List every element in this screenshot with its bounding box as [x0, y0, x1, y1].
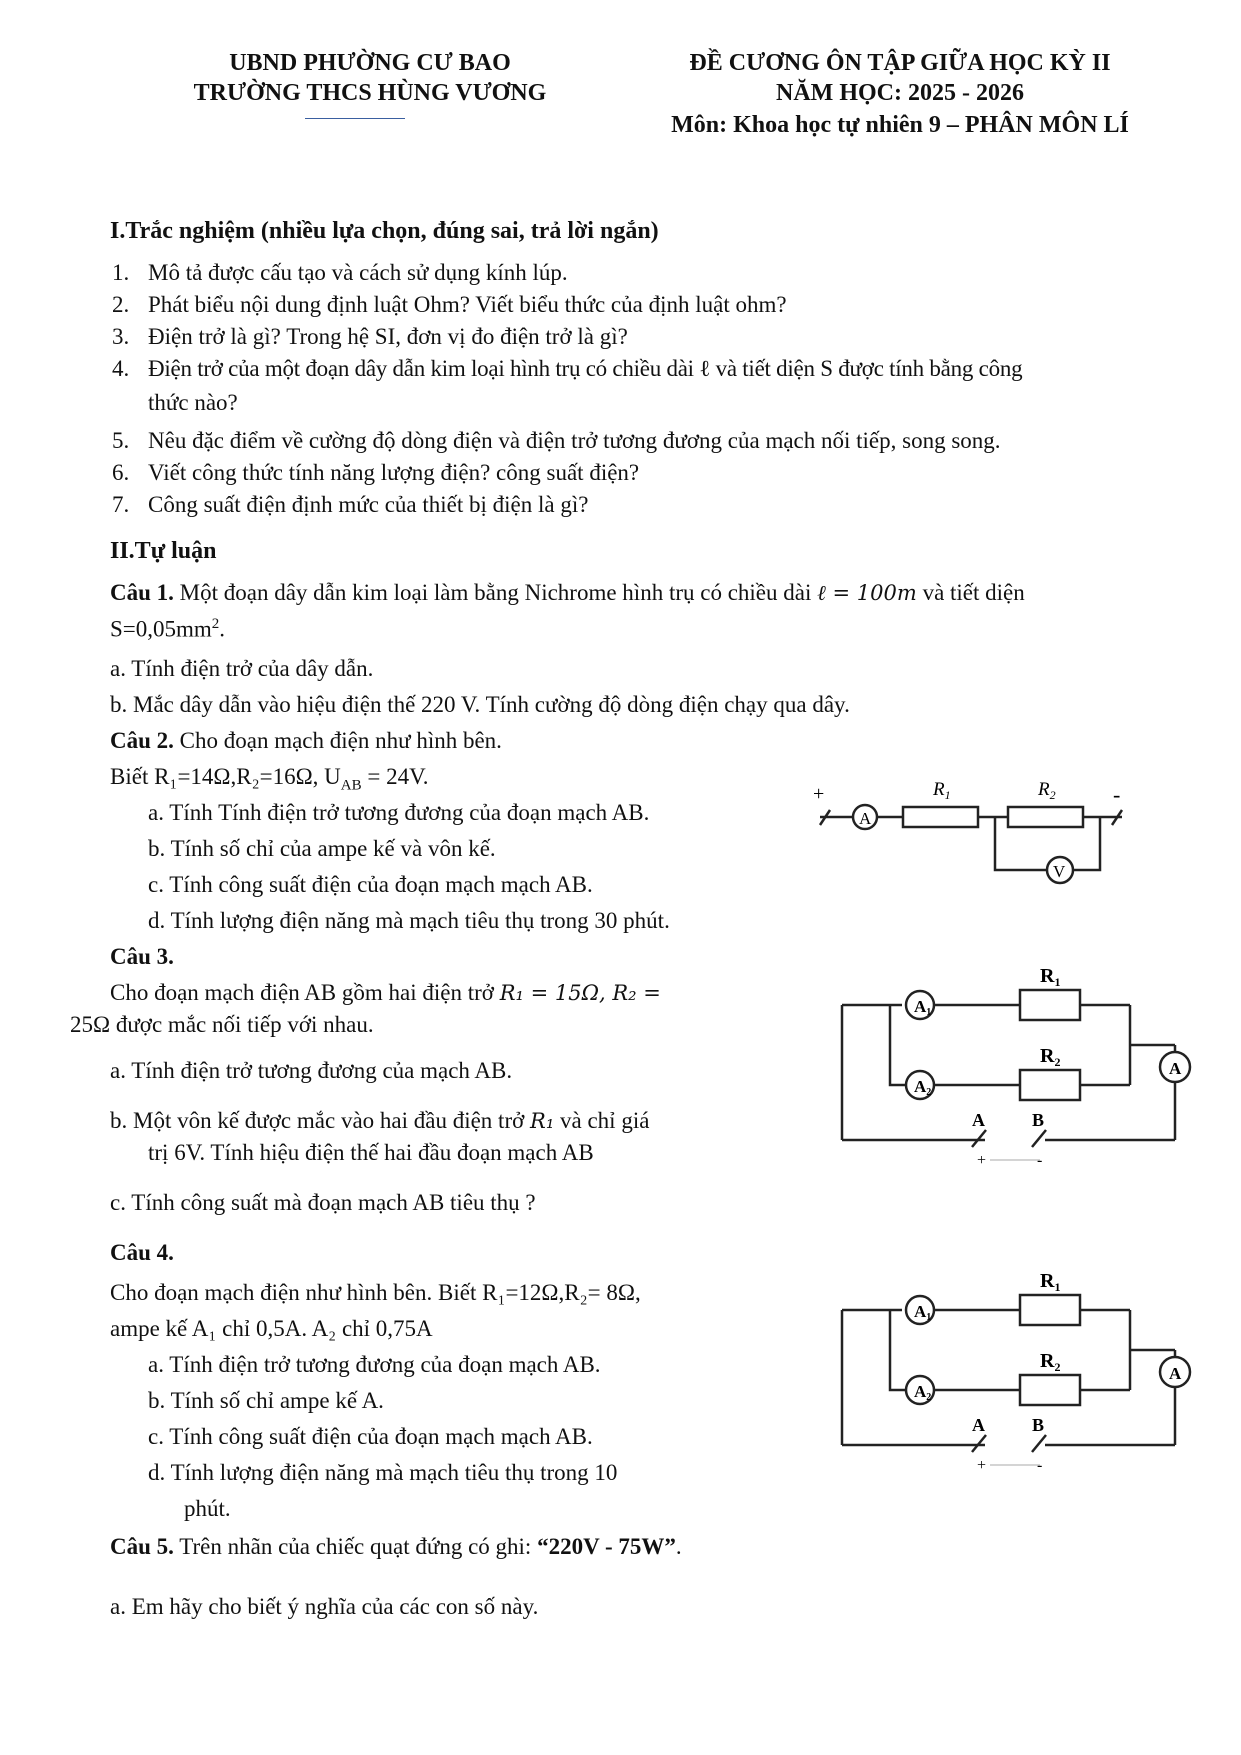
q3-label: Câu 3.: [110, 944, 174, 969]
part1-item-text: Điện trở là gì? Trong hệ SI, đơn vị đo điện trở là gì?: [148, 324, 628, 349]
q2-r2-label: $R_2$: [1038, 779, 1056, 802]
q3-a2-label: A2: [914, 1077, 932, 1098]
q1-part-b: b. Mắc dây dẫn vào hiệu điện thế 220 V. Tính cường độ dòng điện chạy qua dây.: [110, 692, 850, 717]
q4-part-a: a. Tính điện trở tương đương của đoạn mạch AB.: [148, 1352, 601, 1377]
q4-given-line2: ampe kế A₁ chỉ 0,5A. A₂ chỉ 0,75A: [110, 1316, 433, 1341]
q3-a1-label: A1: [914, 997, 932, 1018]
q2-plus-sign: +: [813, 783, 825, 805]
q3-part-b-formula: R₁: [530, 1109, 555, 1133]
subject-line: Môn: Khoa học tự nhiên 9 – PHÂN MÔN LÍ: [671, 112, 1129, 138]
q2-minus-sign: -: [1113, 782, 1121, 807]
q4-minus-sign: -: [1037, 1457, 1043, 1474]
q2-given-sub: AB: [340, 777, 362, 794]
q3-part-b-line1: [110, 1108, 649, 1134]
q3-node-b: B: [1032, 1110, 1045, 1130]
part1-item-text: Công suất điện định mức của thiết bị điện là gì?: [148, 492, 589, 517]
q2-given: [110, 764, 429, 795]
doc-title: ĐỀ CƯƠNG ÔN TẬP GIỮA HỌC KỲ II: [689, 50, 1111, 76]
q2-r1-label: $R_1$: [933, 779, 951, 802]
q2-intro-line: [110, 728, 502, 754]
q3-intro-line: [110, 980, 661, 1006]
q1-area-end: .: [219, 616, 226, 642]
q1-part-a: a. Tính điện trở của dây dẫn.: [110, 656, 374, 681]
q4-given-line1: Cho đoạn mạch điện như hình bên. Biết R₁=12Ω,R₂= 8Ω,: [110, 1280, 641, 1305]
q2-given-text: Biết R₁=14Ω,R₂=16Ω, U: [110, 764, 341, 789]
q3-node-a: A: [972, 1110, 985, 1130]
school-authority: UBND PHƯỜNG CƯ BAO: [229, 50, 511, 76]
q4-a1-label: A1: [914, 1302, 932, 1323]
q5-part-a: a. Em hãy cho biết ý nghĩa của các con số này.: [110, 1594, 539, 1619]
q5-quote: “220V - 75W”: [537, 1534, 676, 1559]
q5-label: Câu 5.: [110, 1534, 174, 1559]
part1-item-num: 4.: [112, 356, 130, 381]
q5-text: Trên nhãn của chiếc quạt đứng có ghi:: [179, 1534, 538, 1559]
q3-part-b-line2: trị 6V. Tính hiệu điện thế hai đầu đoạn mạch AB: [148, 1140, 594, 1165]
q4-part-c: c. Tính công suất điện của đoạn mạch mạch AB.: [148, 1424, 593, 1449]
q2-given-end: = 24V.: [361, 764, 429, 789]
q3-part-a: a. Tính điện trở tương đương của mạch AB.: [110, 1058, 513, 1083]
q3-line2: 25Ω được mắc nối tiếp với nhau.: [70, 1012, 374, 1037]
part1-item-num: 6.: [112, 460, 130, 485]
q3-r1-label: $R_1$: [1040, 965, 1061, 989]
part1-item-num: 5.: [112, 428, 130, 453]
q1-area-value: S=0,05mm: [110, 616, 212, 642]
q4-node-b: B: [1032, 1415, 1045, 1435]
q2-ammeter-label: A: [859, 809, 872, 828]
school-year: NĂM HỌC: 2025 - 2026: [776, 80, 1024, 106]
q3-r2-label: $R_2$: [1040, 1045, 1061, 1069]
part1-item-num: 2.: [112, 292, 130, 317]
q4-part-b: b. Tính số chỉ ampe kế A.: [148, 1388, 384, 1413]
part1-item-text-cont: thức nào?: [148, 390, 238, 415]
q2-intro: Cho đoạn mạch điện như hình bên.: [179, 728, 502, 753]
part1-item-num: 3.: [112, 324, 130, 349]
q4-r2-label: $R_2$: [1040, 1350, 1061, 1374]
q3-plus-sign: +: [977, 1152, 987, 1169]
q1-text: Một đoạn dây dẫn kim loại làm bằng Nichrome hình trụ có chiều dài: [179, 580, 812, 605]
q3-part-b-text: b. Một vôn kế được mắc vào hai đầu điện trở: [110, 1108, 525, 1133]
header-divider: [305, 118, 405, 119]
q3-part-b-end: và chỉ giá: [560, 1108, 650, 1133]
q2-part-d: d. Tính lượng điện năng mà mạch tiêu thụ trong 30 phút.: [148, 908, 670, 933]
school-name: TRƯỜNG THCS HÙNG VƯƠNG: [193, 80, 547, 106]
q2-part-c: c. Tính công suất điện của đoạn mạch mạch AB.: [148, 872, 593, 897]
q3-minus-sign: -: [1037, 1152, 1043, 1169]
q2-voltmeter-label: V: [1053, 862, 1066, 881]
q4-a2-label: A2: [914, 1382, 932, 1403]
q1-line2: [110, 616, 225, 643]
q4-part-d-cont: phút.: [184, 1496, 231, 1521]
q1-line1: [110, 580, 1025, 606]
q4-label: Câu 4.: [110, 1240, 174, 1265]
q4-circuit-diagram: [830, 1255, 1220, 1485]
q1-area-sup: 2: [211, 616, 220, 632]
q4-r1-label: $R_1$: [1040, 1270, 1061, 1294]
q1-text-after: và tiết diện: [922, 580, 1025, 605]
part2-title: II.Tự luận: [110, 538, 217, 564]
q3-ammeter-main-label: A: [1169, 1059, 1182, 1078]
part1-item-text: Điện trở của một đoạn dây dẫn kim loại hình trụ có chiều dài ℓ và tiết diện S được tính bằng công: [148, 356, 1023, 381]
part1-item-num: 1.: [112, 260, 130, 285]
q3-circuit-diagram: [830, 950, 1220, 1180]
q2-part-b: b. Tính số chỉ của ampe kế và vôn kế.: [148, 836, 496, 861]
q5-end: .: [675, 1534, 682, 1559]
q4-part-d: d. Tính lượng điện năng mà mạch tiêu thụ trong 10: [148, 1460, 618, 1485]
part1-item-text: Phát biểu nội dung định luật Ohm? Viết biểu thức của định luật ohm?: [148, 292, 787, 317]
q1-formula: ℓ = 100m: [817, 581, 917, 605]
q4-ammeter-main-label: A: [1169, 1364, 1182, 1383]
q5-line: [110, 1534, 682, 1560]
part1-item-text: Viết công thức tính năng lượng điện? công suất điện?: [148, 460, 640, 485]
part1-title: I.Trắc nghiệm (nhiều lựa chọn, đúng sai, trả lời ngắn): [110, 218, 659, 244]
q2-part-a: a. Tính Tính điện trở tương đương của đoạn mạch AB.: [148, 800, 650, 825]
q3-intro: Cho đoạn mạch điện AB gồm hai điện trở: [110, 980, 494, 1005]
q2-circuit-diagram: [810, 770, 1130, 910]
part1-item-text: Nêu đặc điểm về cường độ dòng điện và điện trở tương đương của mạch nối tiếp, song song.: [148, 428, 1001, 453]
q1-label: Câu 1.: [110, 580, 174, 605]
part1-item-num: 7.: [112, 492, 130, 517]
q3-part-c: c. Tính công suất mà đoạn mạch AB tiêu thụ ?: [110, 1190, 536, 1215]
q3-formula: R₁ = 15Ω, R₂ =: [499, 981, 661, 1005]
q2-label: Câu 2.: [110, 728, 174, 753]
q4-plus-sign: +: [977, 1457, 987, 1474]
part1-item-text: Mô tả được cấu tạo và cách sử dụng kính lúp.: [148, 260, 568, 285]
q4-node-a: A: [972, 1415, 985, 1435]
